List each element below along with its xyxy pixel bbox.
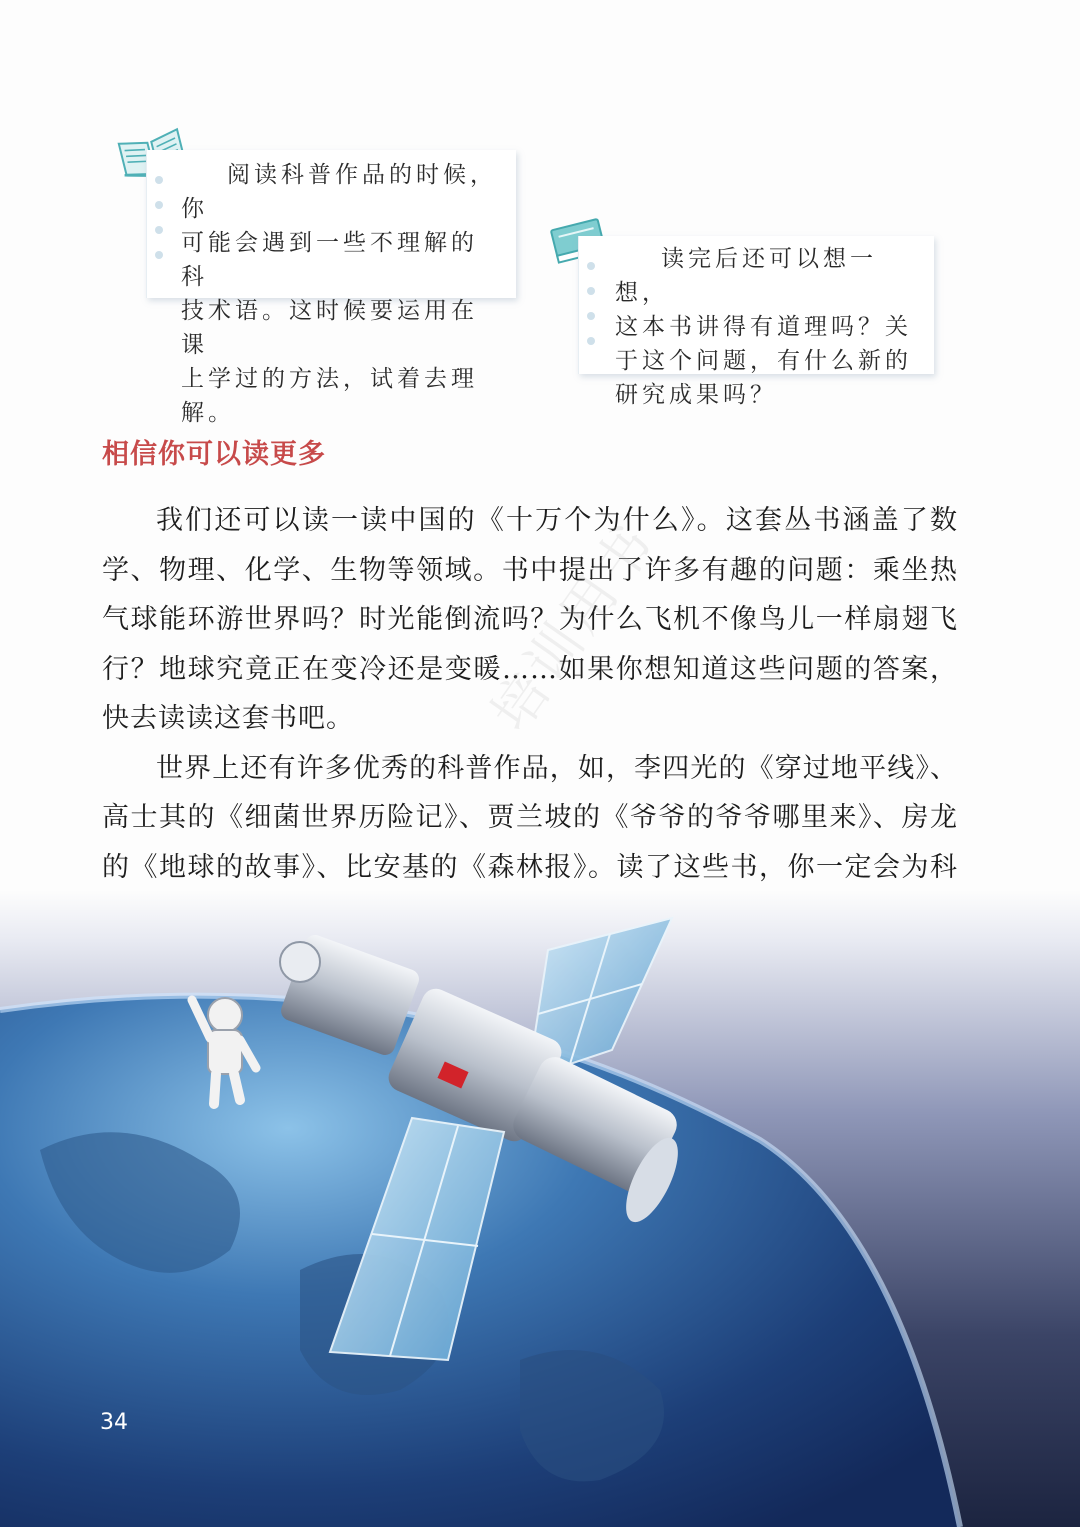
note-line: 这本书讲得有道理吗？关 bbox=[615, 314, 912, 340]
note-line: 阅读科普作品的时候，你 bbox=[181, 162, 497, 222]
note-line: 研究成果吗？ bbox=[615, 382, 777, 408]
paragraph: 我们还可以读一读中国的《十万个为什么》。这套丛书涵盖了数学、物理、化学、生物等领域。书中提出了许多有趣的问题：乘坐热气球能环游世界吗？时光能倒流吗？为什么飞机不像鸟儿一样扇翅飞行？地球究竟正在变冷还是变暖……如果你想知道这些问题的答案，快去读读这套书吧。 bbox=[102, 505, 958, 734]
note-line: 技术语。这时候要运用在课 bbox=[181, 298, 478, 358]
space-station-illustration bbox=[0, 890, 1080, 1527]
paragraph: 世界上还有许多优秀的科普作品，如，李四光的《穿过地平线》、高士其的《细菌世界历险记》、贾兰坡的《爷爷的爷爷哪里来》、房龙的《地球的故事》、比安基的《森林报》。读了这些书，你一定会为科 bbox=[102, 752, 958, 883]
note-line: 可能会遇到一些不理解的科 bbox=[181, 230, 478, 290]
note-dots bbox=[587, 262, 595, 362]
note-dots bbox=[155, 176, 163, 276]
watermark: 培训用书 bbox=[479, 509, 669, 743]
note-line: 上学过的方法，试着去理解。 bbox=[181, 366, 478, 426]
page-number: 34 bbox=[100, 1410, 128, 1435]
note-line: 于这个问题，有什么新的 bbox=[615, 348, 912, 374]
note-line: 读完后还可以想一想， bbox=[615, 246, 877, 306]
reading-tip-note-1 bbox=[146, 150, 516, 426]
reading-tip-note-2 bbox=[578, 236, 934, 408]
section-title: 相信你可以读更多 bbox=[102, 439, 326, 470]
